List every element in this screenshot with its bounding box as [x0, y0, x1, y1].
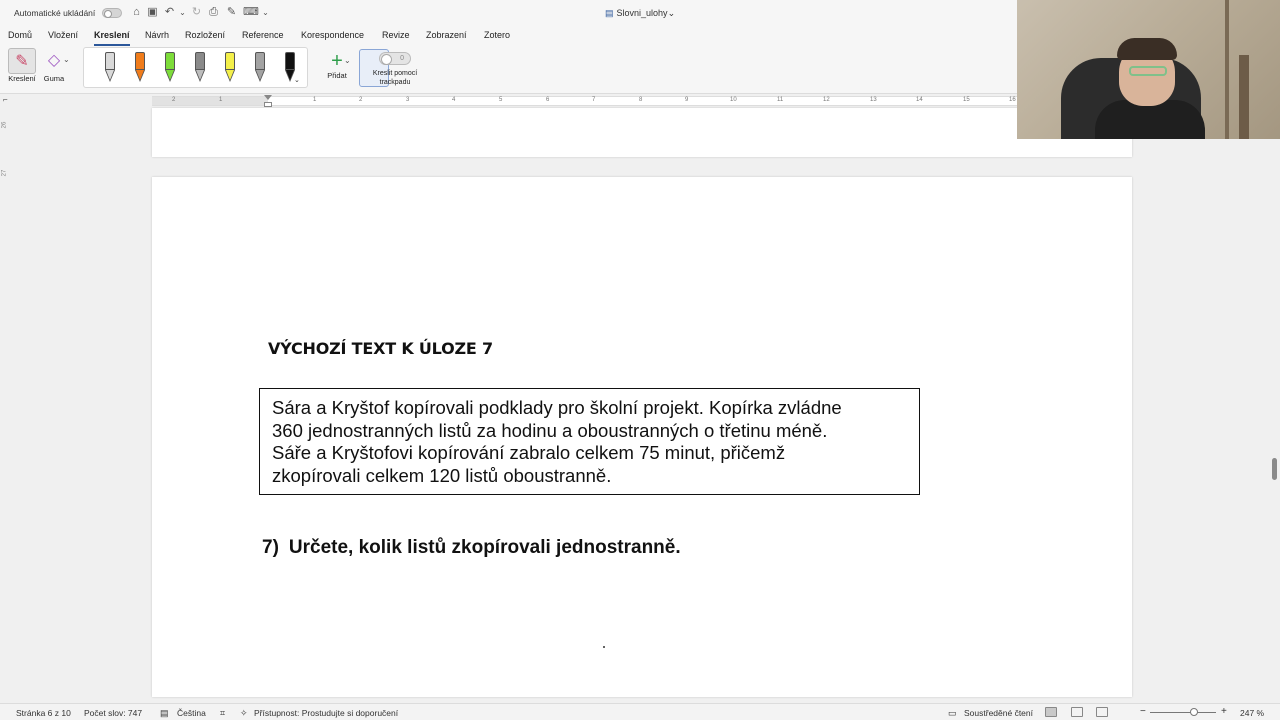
- ruler-number: 11: [777, 97, 784, 103]
- pen-body: [105, 52, 115, 70]
- format-icon[interactable]: ⌨: [243, 6, 259, 18]
- first-line-indent-marker[interactable]: [264, 95, 272, 100]
- previous-page: [152, 108, 1132, 157]
- vertical-ruler-number: 27: [1, 169, 8, 177]
- tab-mailings[interactable]: Korespondence: [301, 30, 365, 40]
- source-text-line: 360 jednostranných listů za hodinu a oboustranných o třetinu méně.: [272, 419, 828, 441]
- pen-tip-fill: [286, 70, 294, 80]
- customize-toolbar-icon[interactable]: ⌄: [262, 8, 269, 17]
- trackpad-toggle[interactable]: [379, 52, 411, 65]
- tab-home[interactable]: Domů: [8, 30, 33, 40]
- ruler-number: 5: [499, 97, 503, 103]
- proofing-icon[interactable]: ▤: [160, 708, 169, 718]
- pen-tip-fill: [136, 70, 144, 80]
- pen-body: [255, 52, 265, 70]
- zoom-slider-knob[interactable]: [1190, 708, 1198, 716]
- trackpad-toggle-text: 0: [400, 55, 404, 62]
- vertical-scrollbar-thumb[interactable]: [1272, 458, 1277, 480]
- focus-mode[interactable]: Soustředěné čtení: [964, 708, 1033, 718]
- tab-stop-selector-icon[interactable]: ⌐: [3, 95, 8, 104]
- trackpad-label-line1: Kreslit pomocí: [372, 70, 418, 77]
- page-count[interactable]: Stránka 6 z 10: [16, 708, 71, 718]
- autosave-label: Automatické ukládání: [14, 8, 96, 18]
- webcam-background-shelf: [1225, 0, 1229, 139]
- focus-icon[interactable]: ▭: [948, 708, 957, 718]
- status-bar: [0, 703, 1280, 720]
- pen-gallery: [83, 47, 308, 88]
- web-layout-view-button[interactable]: [1071, 707, 1083, 717]
- ruler-number: 1: [313, 97, 317, 103]
- ruler-number: 6: [546, 97, 550, 103]
- ruler-number: 1: [219, 97, 223, 103]
- ruler-number: 10: [730, 97, 737, 103]
- pen-tip-fill: [166, 70, 174, 80]
- document-title-chevron-icon: ⌄: [667, 8, 676, 18]
- print-layout-view-button[interactable]: [1045, 707, 1057, 717]
- add-pen-label: Přidat: [327, 71, 347, 80]
- pen-icon[interactable]: ✎: [226, 6, 237, 18]
- pen-tip-fill: [106, 70, 114, 80]
- save-icon[interactable]: ▣: [147, 6, 158, 18]
- autosave-toggle[interactable]: [102, 8, 122, 18]
- source-text-box[interactable]: [259, 388, 920, 495]
- pen-pencil-gray[interactable]: [102, 52, 118, 86]
- zoom-out-button[interactable]: −: [1140, 706, 1146, 717]
- eraser-button[interactable]: [36, 48, 72, 88]
- ruler-number: 13: [870, 97, 877, 103]
- left-indent-marker[interactable]: [264, 102, 272, 107]
- draw-button[interactable]: [4, 48, 40, 88]
- tab-review[interactable]: Revize: [382, 30, 410, 40]
- trackpad-label-line2: trackpadu: [379, 79, 411, 86]
- ruler-number: 4: [452, 97, 456, 103]
- ruler-number: 7: [592, 97, 596, 103]
- tab-insert[interactable]: Vložení: [48, 30, 79, 40]
- word-count[interactable]: Počet slov: 747: [84, 708, 143, 718]
- undo-icon[interactable]: ↶: [164, 6, 175, 18]
- pen-body: [165, 52, 175, 70]
- document-title-text: Slovni_ulohy: [616, 8, 668, 18]
- eraser-dropdown-icon[interactable]: ⌄: [63, 55, 70, 64]
- document-title[interactable]: [605, 8, 675, 19]
- pen-body: [285, 52, 295, 70]
- ruler-number: 15: [963, 97, 970, 103]
- pen-pencil-dark[interactable]: [192, 52, 208, 86]
- ruler-number: 3: [406, 97, 410, 103]
- home-icon[interactable]: ⌂: [133, 6, 140, 18]
- zoom-slider-track[interactable]: [1150, 712, 1216, 713]
- pen-orange[interactable]: [132, 52, 148, 86]
- ruler-track: [152, 96, 1022, 106]
- pen-tip-fill: [256, 70, 264, 80]
- source-text-line: zkopírovali celkem 120 listů oboustranně.: [272, 464, 612, 486]
- webcam-person-glasses: [1129, 66, 1167, 76]
- ruler-left-margin: [152, 97, 268, 105]
- source-text-line: Sára a Kryštof kopírovali podklady pro školní projekt. Kopírka zvládne: [272, 397, 842, 418]
- pen-body: [225, 52, 235, 70]
- pen-options-chevron-icon[interactable]: ⌄: [294, 77, 300, 84]
- question-number: 7): [262, 537, 279, 558]
- accessibility-icon[interactable]: ✧: [240, 708, 248, 718]
- vertical-ruler: [0, 108, 10, 703]
- draw-pen-icon: ✎: [8, 48, 36, 74]
- ruler-number: 14: [916, 97, 923, 103]
- webcam-overlay: [1017, 0, 1280, 139]
- word-doc-icon: ▤: [605, 8, 614, 18]
- zoom-in-button[interactable]: +: [1221, 706, 1227, 717]
- accessibility-status[interactable]: Přístupnost: Prostudujte si doporučení: [254, 708, 399, 718]
- source-text-line: Sáře a Kryštofovi kopírování zabralo celkem 75 minut, přičemž: [272, 442, 786, 464]
- undo-dropdown-icon[interactable]: ⌄: [179, 8, 186, 17]
- ruler-number: 12: [823, 97, 830, 103]
- pen-tip-fill: [196, 70, 204, 80]
- track-changes-icon[interactable]: ⌗: [220, 708, 226, 718]
- ruler-number: 2: [172, 97, 176, 103]
- zoom-level[interactable]: 247 %: [1240, 708, 1265, 718]
- plus-icon: +: [331, 50, 343, 72]
- tab-draw[interactable]: Kreslení: [94, 30, 130, 40]
- eraser-icon: ◇: [47, 52, 61, 69]
- pen-gray[interactable]: [252, 52, 268, 86]
- ruler-number: 2: [359, 97, 363, 103]
- ruler-number: 16: [1009, 97, 1016, 103]
- draw-with-trackpad[interactable]: [366, 52, 424, 87]
- pen-body: [195, 52, 205, 70]
- pen-tip-fill: [226, 70, 234, 80]
- webcam-person-hair: [1117, 38, 1177, 60]
- print-icon[interactable]: ⎙: [209, 6, 218, 18]
- outline-view-button[interactable]: [1096, 707, 1108, 717]
- highlighter-yellow[interactable]: [222, 52, 238, 86]
- tab-view[interactable]: Zobrazení: [426, 30, 467, 40]
- webcam-background-post: [1239, 55, 1249, 139]
- pen-green[interactable]: [162, 52, 178, 86]
- ruler-number: 8: [639, 97, 643, 103]
- question: [262, 537, 681, 559]
- tab-zotero[interactable]: Zotero: [484, 30, 511, 40]
- add-pen-dropdown-icon[interactable]: ⌄: [344, 56, 351, 65]
- pen-body: [135, 52, 145, 70]
- redo-icon[interactable]: ↻: [191, 6, 202, 18]
- section-heading: VÝCHOZÍ TEXT K ÚLOZE 7: [268, 339, 493, 358]
- ruler-number: 9: [685, 97, 689, 103]
- draw-button-label: Kreslení: [8, 74, 36, 83]
- tab-references[interactable]: Reference: [242, 30, 284, 40]
- tab-layout[interactable]: Rozložení: [185, 30, 226, 40]
- text-cursor-dot: [603, 646, 605, 648]
- vertical-ruler-number: 26: [1, 121, 8, 129]
- document-page[interactable]: [152, 177, 1132, 697]
- language[interactable]: Čeština: [177, 708, 206, 718]
- tab-design[interactable]: Návrh: [145, 30, 170, 40]
- eraser-button-label: Guma: [43, 74, 65, 83]
- question-text: Určete, kolik listů zkopírovali jednostranně.: [288, 537, 681, 558]
